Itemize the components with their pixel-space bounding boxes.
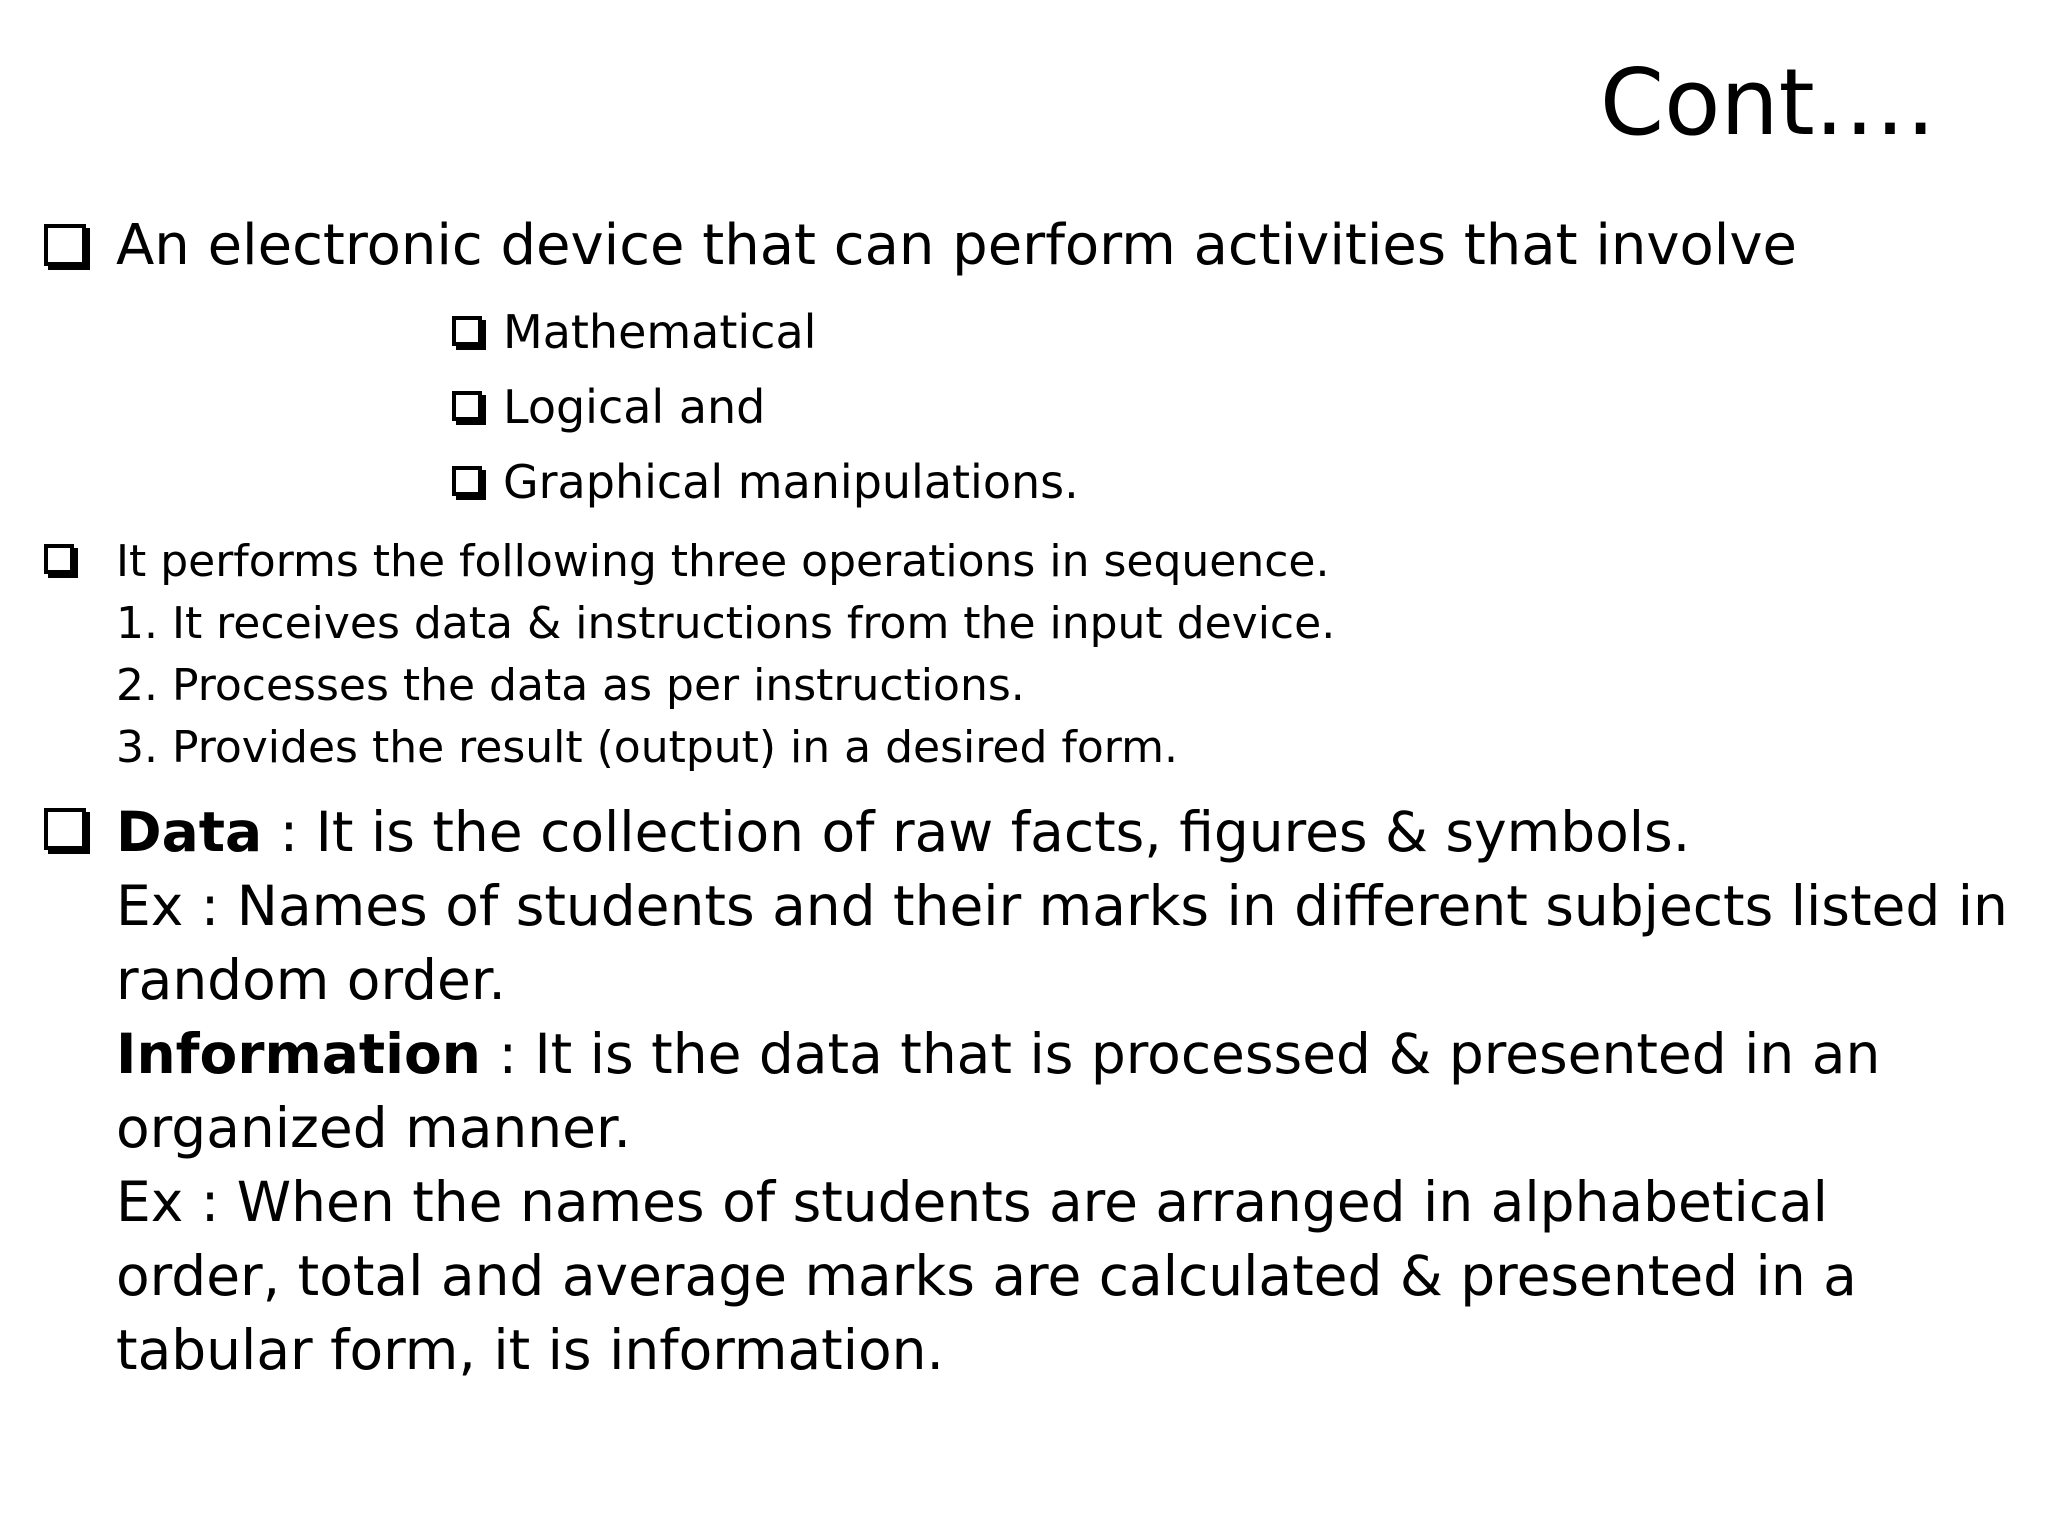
subitem-graphical: Graphical manipulations. [503,455,1079,509]
information-definition [116,1017,1880,1091]
information-example-line-2: order, total and average marks are calculated & presented in a [116,1244,1857,1308]
subitem-logical: Logical and [503,380,766,434]
data-term: Data [116,800,263,864]
information-def: : It is the data that is processed & presented in an [480,1022,1881,1086]
step-2: 2. Processes the data as per instructions. [116,660,1025,711]
checkbox-bullet-icon [44,544,74,574]
slide-title: Cont.… [1599,49,1936,156]
checkbox-bullet-icon [44,224,86,266]
checkbox-bullet-icon [452,316,482,346]
information-example-line-1: Ex : When the names of students are arranged in alphabetical [116,1170,1828,1234]
data-definition [116,795,1690,869]
subitem-mathematical: Mathematical [503,305,817,359]
bullet-2-text: It performs the following three operations in sequence. [116,536,1330,587]
information-term: Information [116,1022,481,1086]
information-example-line-3: tabular form, it is information. [116,1318,944,1382]
information-def-line-2: organized manner. [116,1096,632,1160]
step-3: 3. Provides the result (output) in a desired form. [116,722,1178,773]
data-def: : It is the collection of raw facts, figures & symbols. [262,800,1691,864]
step-1: 1. It receives data & instructions from the input device. [116,598,1336,649]
checkbox-bullet-icon [44,808,86,850]
bullet-1-text: An electronic device that can perform activities that involve [116,213,1797,278]
data-example-line-1: Ex : Names of students and their marks in different subjects listed in [116,874,2008,938]
checkbox-bullet-icon [452,391,482,421]
checkbox-bullet-icon [452,466,482,496]
data-example-line-2: random order. [116,948,506,1012]
